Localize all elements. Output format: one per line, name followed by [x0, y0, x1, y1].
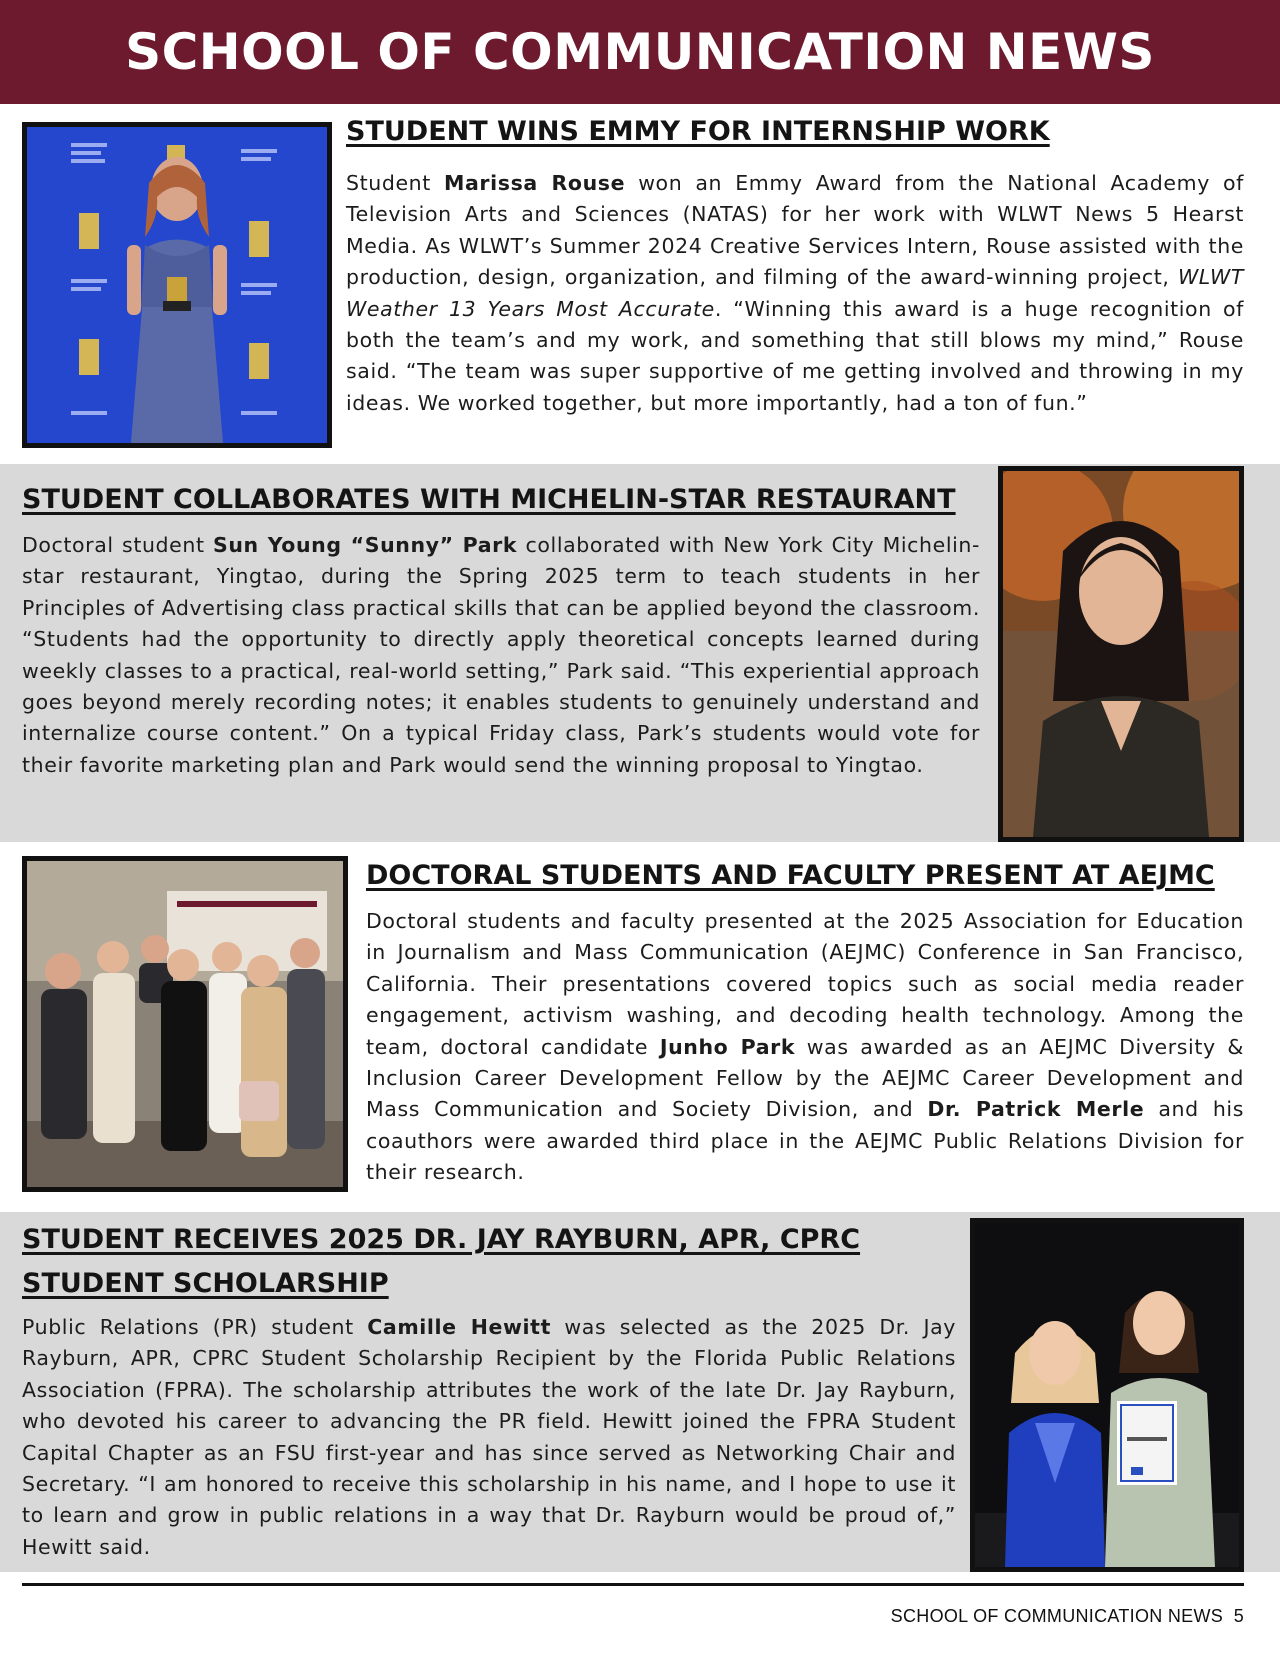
- article-aejmc: [0, 842, 1280, 1212]
- article-headline: STUDENT WINS EMMY FOR INTERNSHIP WORK: [346, 116, 1050, 147]
- page-number: 5: [1233, 1606, 1244, 1626]
- article-headline: STUDENT RECEIVES 2025 DR. JAY RAYBURN, APR, CPRC: [22, 1224, 861, 1255]
- page-title: SCHOOL OF COMMUNICATION NEWS: [125, 23, 1155, 81]
- article-headline-line2: STUDENT SCHOLARSHIP: [22, 1268, 389, 1299]
- article-emmy: [0, 104, 1280, 464]
- portrait-photo-icon: [998, 466, 1244, 842]
- article-body: Student Marissa Rouse won an Emmy Award from the National Academy of Television Arts and Sciences (NATAS) for her work with WLWT News 5 Hearst Media. As WLWT’s Summer 2024 Creative Services Intern, Rouse assisted with the production, design, organization, and filming of the award-winning project, WLWT Weather 13 Years Most Accurate. “Winning this award is a huge recognition of both the team’s and my work, and something that still blows my mind,” Rouse said. “The team was super supportive of me getting involved and throwing in my ideas. We worked together, but more importantly, had a ton of fun.”: [346, 171, 1244, 415]
- award-photo-icon: [970, 1218, 1244, 1572]
- footer-divider: [22, 1583, 1244, 1586]
- article-scholarship: [0, 1212, 1280, 1572]
- page-banner: [0, 0, 1280, 104]
- page-footer: [891, 1606, 1244, 1627]
- article-headline: DOCTORAL STUDENTS AND FACULTY PRESENT AT AEJMC: [366, 860, 1215, 891]
- group-photo-icon: [22, 856, 348, 1192]
- article-headline: STUDENT COLLABORATES WITH MICHELIN-STAR RESTAURANT: [22, 484, 956, 515]
- article-body: Doctoral student Sun Young “Sunny” Park collaborated with New York City Michelin-star restaurant, Yingtao, during the Spring 2025 term to teach students in her Principles of Advertising class practical skills that can be applied beyond the classroom. “Students had the opportunity to directly apply theoretical concepts learned during weekly classes to a practical, real-world setting,” Park said. “This experiential approach goes beyond merely recording notes; it enables students to genuinely understand and internalize course content.” On a typical Friday class, Park’s students would vote for their favorite marketing plan and Park would send the winning proposal to Yingtao.: [22, 533, 981, 777]
- person-photo-icon: [22, 122, 332, 448]
- footer-label: SCHOOL OF COMMUNICATION NEWS: [890, 1606, 1224, 1626]
- article-michelin: [0, 464, 1280, 842]
- article-body: Public Relations (PR) student Camille Hewitt was selected as the 2025 Dr. Jay Rayburn, APR, CPRC Student Scholarship Recipient by the Florida Public Relations Association (FPRA). The scholarship attributes the work of the late Dr. Jay Rayburn, who devoted his career to advancing the PR field. Hewitt joined the FPRA Student Capital Chapter as an FSU first-year and has since served as Networking Chair and Secretary. “I am honored to receive this scholarship in his name, and I hope to use it to learn and grow in public relations in a way that Dr. Rayburn would be proud of,” Hewitt said.: [22, 1315, 956, 1559]
- article-body: Doctoral students and faculty presented at the 2025 Association for Education in Journalism and Mass Communication (AEJMC) Conference in San Francisco, California. Their presentations covered topics such as social media reader engagement, activism washing, and decoding health technology. Among the team, doctoral candidate Junho Park was awarded as an AEJMC Diversity & Inclusion Career Development Fellow by the AEJMC Career Development and Mass Communication and Society Division, and Dr. Patrick Merle and his coauthors were awarded third place in the AEJMC Public Relations Division for their research.: [366, 909, 1244, 1185]
